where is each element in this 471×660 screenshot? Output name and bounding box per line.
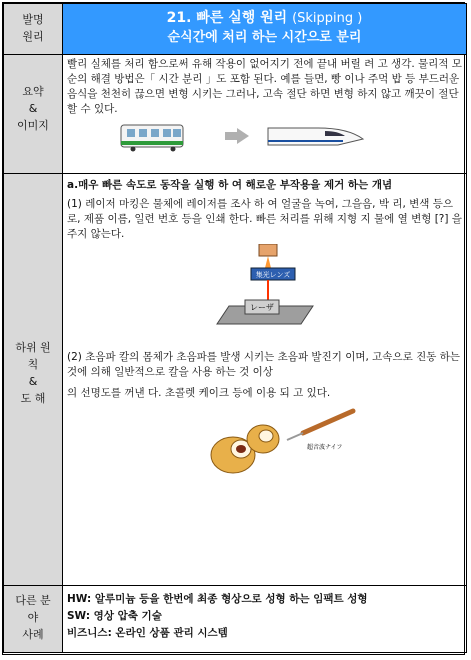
summary-cell: [63, 55, 467, 174]
invention-sheet: [3, 3, 467, 653]
label-summary: 요약 & 이미지: [17, 85, 49, 132]
page-title: [63, 8, 466, 29]
sub-paragraph-2b: 의 선명도를 꺼낸 다. 초콜렛 케이크 등에 이용 되 고 있다.: [67, 387, 331, 399]
sub-paragraph-2a: (2) 초음파 칼의 몸체가 초음파를 발생 시키는 초음파 발진기 이며, 고속으로 진동 하는 것에 의해 일반적으로 칼을 사용 하는 것 이상: [67, 351, 460, 378]
summary-images: [63, 119, 467, 159]
label-invention-text: 발명 원리: [22, 13, 44, 43]
label-invention-principle: [4, 4, 63, 55]
other-line-sw: SW: 영상 압축 기술: [67, 610, 162, 622]
laser-marking-image: [63, 244, 467, 344]
other-line-business: 비즈니스: 온라인 상품 관리 시스템: [67, 627, 228, 639]
arrow-right-icon: [225, 128, 249, 144]
other-line-hw: HW: 알루미늄 등을 한번에 최종 형상으로 성형 하는 임팩트 성형: [67, 593, 368, 605]
lens-label: 集光レンズ: [255, 271, 291, 279]
ultrasonic-knife-image: [287, 411, 353, 440]
label-sub-cell: [4, 174, 63, 586]
laser-label: レーザ: [250, 303, 274, 312]
cake-image: [211, 425, 279, 473]
label-summary-cell: [4, 55, 63, 174]
title-sub: (Skipping ): [292, 11, 363, 26]
label-other: 다른 분 야 사례: [15, 594, 51, 641]
old-train-image: [121, 125, 183, 152]
label-sub: 하위 원 칙 & 도 해: [15, 341, 51, 405]
other-fields-cell: [63, 586, 467, 653]
page-subtitle: 순식간에 처리 하는 시간으로 분리: [167, 30, 362, 45]
title-main: 21. 빠른 실행 원리: [166, 10, 288, 26]
label-other-cell: [4, 586, 63, 653]
document-frame: [2, 2, 465, 655]
knife-label: 超音波ナイフ: [307, 444, 343, 451]
summary-text: 빨리 실체를 처리 함으로써 유해 작용이 없어지기 전에 끝내 버릴 려 고 생각. 물리적 모순의 해결 방법은「 시간 분리 」도 포함 된다. 예를 들면, 빵 이나 주먹 밥 등 부드러운 음식을 천천히 끊으면 변형 시키는 그러나, 고속 절단 하면 변형 하지 않고 깨끗이 절단 할 수 있다.: [67, 58, 462, 115]
bullet-train-image: [268, 128, 363, 145]
sub-heading: a.매우 빠른 속도로 동작을 실행 하 여 해로운 부작용을 제거 하는 개념: [67, 179, 393, 191]
sub-principle-cell: [63, 174, 467, 586]
sub-paragraph-1: (1) 레이저 마킹은 물체에 레이저를 조사 하 여 얼굴을 녹여, 그을음, 박 리, 변색 등으로, 제품 이름, 일련 번호 등을 인쇄 한다. 빠른 처리를 위해 지형 지 물에 열 변형 [?] 을 주지 않는다.: [67, 198, 462, 240]
title-header: [63, 4, 467, 55]
cake-knife-image: [63, 403, 467, 483]
